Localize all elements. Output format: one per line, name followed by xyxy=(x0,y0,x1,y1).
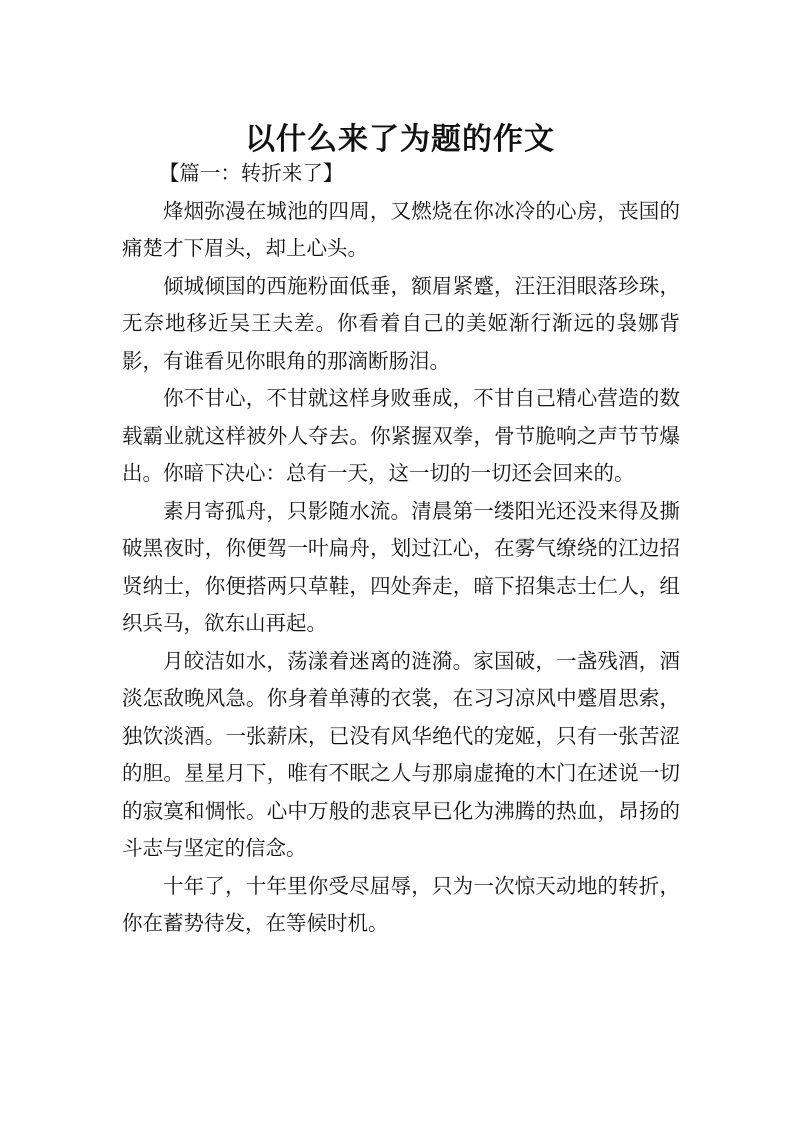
paragraph-6: 十年了，十年里你受尽屈辱，只为一次惊天动地的转折，你在蓄势待发，在等候时机。 xyxy=(122,873,680,935)
paragraph-3: 你不甘心，不甘就这样身败垂成，不甘自己精心营造的数载霸业就这样被外人夺去。你紧握双拳，骨节脆响之声节节爆出。你暗下决心：总有一天，这一切的一切还会回来的。 xyxy=(122,386,680,485)
paragraph-2: 倾城倾国的西施粉面低垂，额眉紧蹙，汪汪泪眼落珍珠，无奈地移近吴王夫差。你看着自己的美姬渐行渐远的袅娜背影，有谁看见你眼角的那滴断肠泪。 xyxy=(122,273,680,373)
paragraph-1: 烽烟弥漫在城池的四周，又燃烧在你冰冷的心房，丧国的痛楚才下眉头，却上心头。 xyxy=(122,198,680,260)
section-heading: 【篇一：转折来了】 xyxy=(158,161,344,185)
paragraph-5: 月皎洁如水，荡漾着迷离的涟漪。家国破，一盏残酒，酒淡怎敌晚风急。你身着单薄的衣裳，在习习凉风中蹙眉思索，独饮淡酒。一张薪床，已没有风华绝代的宠姬，只有一张苦涩的胆。星星月下，唯有不眠之人与那扇虚掩的木门在述说一切的寂寞和惆怅。心中万般的悲哀早已化为沸腾的热血，昂扬的斗志与坚定的信念。 xyxy=(122,648,680,860)
document-title: 以什么来了为题的作文 xyxy=(245,122,555,158)
paragraph-4: 素月寄孤舟，只影随水流。清晨第一缕阳光还没来得及撕破黑夜时，你便驾一叶扁舟，划过江心，在雾气缭绕的江边招贤纳士，你便搭两只草鞋，四处奔走，暗下招集志士仁人，组织兵马，欲东山再起。 xyxy=(122,498,680,635)
document-body xyxy=(122,155,680,943)
